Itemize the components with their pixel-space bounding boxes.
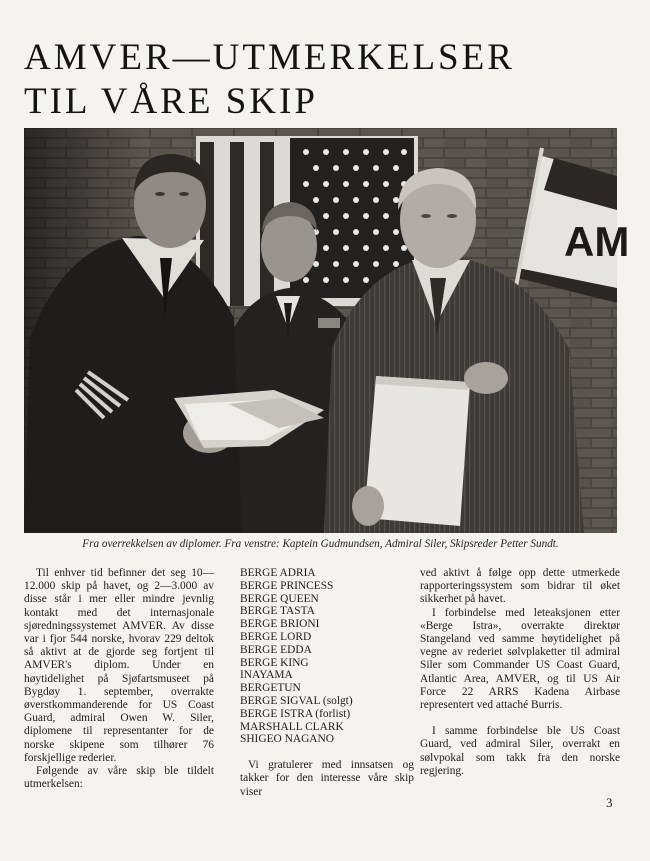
photo-caption: Fra overrekkelsen av diplomer. Fra venstre: Kaptein Gudmundsen, Admiral Siler, Skipsreder Petter Sundt. xyxy=(82,538,559,550)
list-item: BERGE EDDA xyxy=(240,643,312,656)
headline-line-2: TIL VÅRE SKIP xyxy=(24,81,318,122)
list-item: BERGE KING xyxy=(240,656,309,669)
page-headline xyxy=(24,36,624,124)
ships-intro-paragraph: Følgende av våre skip ble tildelt utmerkelsen: xyxy=(24,765,214,791)
list-item: BERGE SIGVAL (solgt) xyxy=(240,694,353,707)
list-item: BERGE ADRIA xyxy=(240,567,316,579)
article-column-2 xyxy=(240,567,414,799)
list-item: BERGE ISTRA (forlist) xyxy=(240,707,351,720)
ship-list xyxy=(240,567,414,746)
continuation-paragraph: ved aktivt å følge opp dette utmerkede rapporteringssystem som bidrar til øket sikkerhet på havet. xyxy=(420,567,620,606)
list-item: BERGE PRINCESS xyxy=(240,579,334,592)
list-item: INAYAMA xyxy=(240,669,293,682)
headline-line-1: AMVER—UTMERKELSER xyxy=(24,37,515,78)
article-column-3 xyxy=(420,567,620,778)
list-item: BERGE LORD xyxy=(240,630,312,643)
list-item: BERGE QUEEN xyxy=(240,592,319,605)
list-item: BERGE BRIONI xyxy=(240,618,320,631)
article-column-1 xyxy=(24,567,214,791)
list-item: MARSHALL CLARK xyxy=(240,720,344,733)
list-item: SHIGEO NAGANO xyxy=(240,733,334,746)
amver-flag-text: AM xyxy=(564,218,630,265)
list-item: BERGE TASTA xyxy=(240,605,315,618)
berge-istra-paragraph: I forbindelse med leteaksjonen etter «Berge Istra», overrakte direktør Stangeland ved samme høytidelighet på vegne av rederiet sølvplaketter til admiral Siler som Commander US Coast Guard, Atlantic Area, AMVER, og til US Air Force 22 ARRS Kadena Airbase representert ved attaché Burris. xyxy=(420,606,620,712)
intro-paragraph: Til enhver tid befinner det seg 10—12.000 skip på havet, og 2—3.000 av disse står i mer eller mindre jevnlig kontakt med det internasjonale sjøredningssystemet AMVER. Av disse var i fjor 544 norske, hvorav 229 deltok så aktivt at de gjorde seg fortjent til AMVER's diplom. Under en høytidelighet på Sjøfartsmuseet på Bygdøy 1. september, overrakte øverstkommanderende for US Coast Guard, admiral Owen W. Siler, diplomene til representanter for de norske skipene som tilhører 76 forskjellige rederier. xyxy=(24,567,214,764)
silver-trophy-paragraph: I samme forbindelse ble US Coast Guard, ved admiral Siler, overrakt en sølvpokal som takk fra den norske regjering. xyxy=(420,725,620,777)
ceremony-photo xyxy=(24,128,630,533)
list-item: BERGETUN xyxy=(240,682,301,695)
page-number: 3 xyxy=(606,795,613,810)
congratulations-paragraph: Vi gratulerer med innsatsen og takker for den interesse våre skip viser xyxy=(240,759,414,798)
